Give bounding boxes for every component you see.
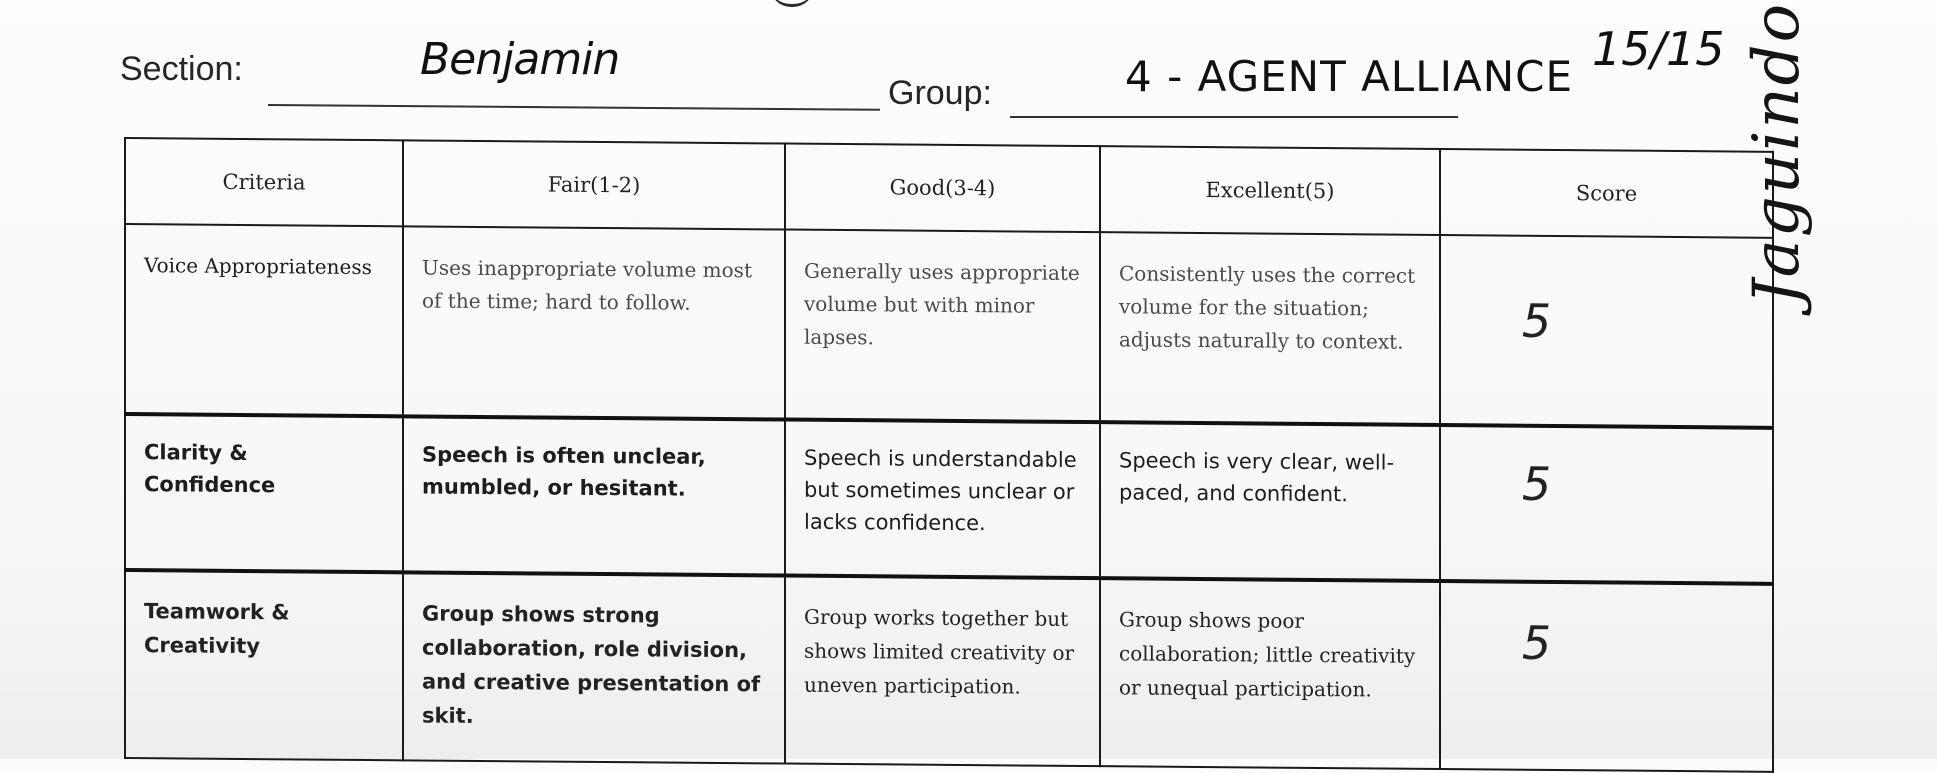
header-row bbox=[125, 138, 1773, 238]
criteria-cell: Voice Appropriateness bbox=[125, 224, 403, 416]
column-header-fair: Fair(1-2) bbox=[403, 140, 785, 229]
criteria-cell: Clarity & Confidence bbox=[125, 414, 403, 572]
evaluator-signature: Jaguindo bbox=[1740, 1, 1814, 305]
fair-cell: Uses inappropriate volume most of the time; hard to follow. bbox=[403, 226, 785, 419]
column-header-score: Score bbox=[1440, 149, 1773, 238]
column-header-excellent: Excellent(5) bbox=[1100, 146, 1440, 235]
excellent-cell: Consistently uses the correct volume for the situation; adjusts naturally to context. bbox=[1100, 232, 1440, 425]
column-header-criteria: Criteria bbox=[125, 138, 403, 226]
group-underline bbox=[1010, 116, 1458, 118]
score-value: 5 bbox=[1521, 293, 1552, 348]
good-cell: Generally uses appropriate volume but with minor lapses. bbox=[785, 230, 1100, 423]
score-value: 5 bbox=[1521, 456, 1552, 511]
section-value[interactable]: Benjamin bbox=[420, 34, 620, 85]
score-value: 5 bbox=[1521, 615, 1552, 670]
fair-cell: Speech is often unclear, mumbled, or hesitant. bbox=[403, 416, 785, 575]
score-cell[interactable] bbox=[1440, 235, 1773, 428]
table-row bbox=[125, 224, 1773, 428]
group-label: Group: bbox=[888, 74, 992, 112]
fair-cell: Group shows strong collaboration, role division, and creative presentation of skit. bbox=[403, 572, 785, 763]
excellent-cell: Speech is very clear, well-paced, and confident. bbox=[1100, 422, 1440, 581]
good-cell: Speech is understandable but sometimes unclear or lacks confidence. bbox=[785, 420, 1100, 579]
section-label: Section: bbox=[120, 50, 243, 88]
good-cell: Group works together but shows limited creativity or uneven participation. bbox=[785, 576, 1100, 767]
rubric-table bbox=[124, 137, 1774, 773]
total-score: 15/15 bbox=[1592, 22, 1725, 76]
score-cell[interactable] bbox=[1440, 425, 1773, 584]
table-row bbox=[125, 414, 1773, 584]
table-row bbox=[125, 570, 1773, 772]
criteria-cell: Teamwork & Creativity bbox=[125, 570, 403, 760]
group-value[interactable]: 4 - AGENT ALLIANCE bbox=[1125, 52, 1574, 101]
score-cell[interactable] bbox=[1440, 581, 1773, 772]
excellent-cell: Group shows poor collaboration; little creativity or unequal participation. bbox=[1100, 578, 1440, 769]
column-header-good: Good(3-4) bbox=[785, 144, 1100, 233]
